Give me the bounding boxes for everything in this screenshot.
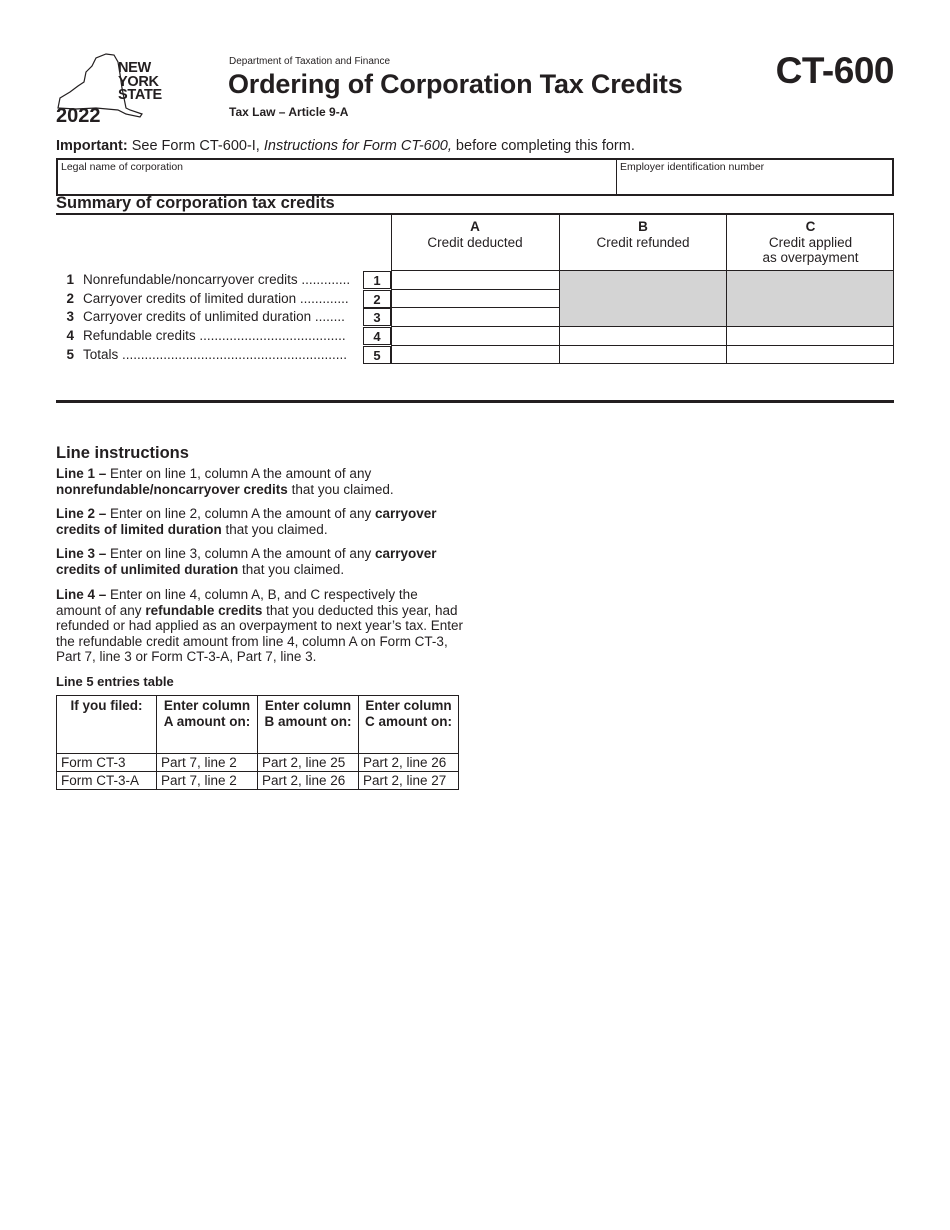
summary-row-3: [56, 308, 358, 326]
row-label: Nonrefundable/noncarryover credits .............: [83, 272, 351, 287]
section-divider: [56, 400, 894, 403]
row-label: Totals ............................................................: [83, 347, 348, 362]
line-box-3: 3: [363, 308, 391, 326]
row-number: 3: [66, 309, 74, 324]
important-text-1: See Form CT-600-I,: [127, 138, 264, 154]
table-row: [57, 754, 459, 772]
instruction-emphasis: carryover credits of limited duration: [56, 506, 437, 537]
department-name: Department of Taxation and Finance: [229, 56, 391, 67]
table-cell: Part 2, line 26: [359, 754, 459, 772]
instruction-lead: Line 1 –: [56, 466, 107, 481]
ein-label: Employer identification number: [620, 161, 765, 173]
legal-name-field[interactable]: [58, 160, 616, 194]
column-letter-a: A: [470, 219, 480, 234]
instruction-text: that you claimed.: [287, 481, 394, 497]
logo-text-york: YORK: [118, 73, 159, 90]
page-title: Ordering of Corporation Tax Credits: [228, 69, 683, 99]
important-text-2: before completing this form.: [451, 138, 635, 154]
instruction-emphasis: refundable credits: [145, 602, 263, 618]
instruction-lead: Line 3 –: [56, 546, 107, 561]
instruction-text: that you claimed.: [238, 561, 345, 577]
instruction-lead: Line 4 –: [56, 587, 107, 602]
table-cell: Part 2, line 26: [258, 772, 359, 790]
instruction-text: Enter on line 3, column A the amount of any: [106, 546, 375, 561]
column-letter-c: C: [805, 219, 816, 234]
summary-row-1: [56, 271, 358, 289]
table-cell: Part 2, line 25: [258, 754, 359, 772]
row-label: Carryover credits of unlimited duration ........: [83, 309, 345, 324]
line-5-column-a-input[interactable]: [392, 346, 559, 363]
row-number: 2: [66, 291, 74, 306]
tax-year: 2022: [56, 105, 101, 127]
instruction-text: Enter on line 2, column A the amount of any: [106, 506, 375, 521]
line-2-column-a-input[interactable]: [392, 290, 559, 307]
table-cell: Form CT-3: [57, 754, 157, 772]
line-1-column-a-input[interactable]: [392, 271, 559, 289]
table-cell: Form CT-3-A: [57, 772, 157, 790]
line-4-column-c-input[interactable]: [727, 327, 893, 345]
column-label-c-2: as overpayment: [762, 250, 859, 265]
instruction-emphasis: carryover credits of unlimited duration: [56, 546, 437, 577]
entries-header-column-a: Enter column A amount on:: [157, 696, 258, 754]
instruction-text: Enter on line 1, column A the amount of any: [106, 466, 372, 481]
column-label-a: Credit deducted: [427, 234, 523, 250]
entries-header-column-b: Enter column B amount on:: [258, 696, 359, 754]
line-box-5: 5: [363, 346, 391, 364]
logo-text-new: NEW: [118, 60, 151, 76]
legal-name-label: Legal name of corporation: [61, 161, 183, 173]
nys-logo: [56, 52, 176, 128]
line-4-column-b-input[interactable]: [560, 327, 726, 345]
line-3-instruction: [56, 546, 466, 577]
row-number: 4: [66, 328, 74, 343]
table-row: [57, 772, 459, 790]
important-italic: Instructions for Form CT-600,: [263, 138, 452, 154]
row-number: 5: [66, 347, 74, 362]
instruction-text: that you deducted this year, had refunded or had applied as an overpayment to next year’s tax. Enter the refundable credit amount from line 4, column A on Form CT-3, Part 7, line 3 or Form CT-3-A, Part 7, line 3.: [56, 602, 464, 664]
corporation-info-box: [56, 158, 894, 196]
table-cell: Part 2, line 27: [359, 772, 459, 790]
summary-row-5: [56, 346, 358, 364]
page-subtitle: Tax Law – Article 9-A: [229, 105, 349, 119]
line-5-column-c-input[interactable]: [727, 346, 893, 363]
table-cell: Part 7, line 2: [157, 772, 258, 790]
line-box-2: 2: [363, 290, 391, 308]
instruction-emphasis: nonrefundable/noncarryover credits: [56, 481, 288, 497]
line-5-table-heading: Line 5 entries table: [56, 674, 174, 689]
summary-heading: Summary of corporation tax credits: [56, 194, 335, 212]
form-number: CT-600: [775, 50, 894, 91]
column-header-b: [559, 215, 727, 270]
row-number: 1: [66, 272, 74, 287]
table-cell: Part 7, line 2: [157, 754, 258, 772]
line-instructions-heading: Line instructions: [56, 444, 189, 462]
instruction-text: Enter on line 4, column A, B, and C respectively the amount of any: [56, 587, 418, 618]
line-5-column-b-input[interactable]: [560, 346, 726, 363]
entries-header-filed: If you filed:: [57, 696, 157, 754]
logo-text-state: STATE: [118, 87, 162, 103]
entries-header-row: [57, 696, 459, 754]
row-label: Carryover credits of limited duration .............: [83, 291, 349, 306]
entries-header-column-c: Enter column C amount on:: [359, 696, 459, 754]
line-box-1: 1: [363, 271, 391, 289]
column-label-c-1: Credit applied: [768, 234, 853, 250]
ein-field[interactable]: [617, 160, 892, 194]
summary-row-2: [56, 290, 358, 308]
column-label-b: Credit refunded: [596, 234, 690, 250]
line-2-instruction: [56, 506, 466, 537]
instruction-text: that you claimed.: [221, 521, 328, 537]
line-4-column-a-input[interactable]: [392, 327, 559, 345]
column-header-a: [391, 215, 559, 270]
important-label: Important:: [56, 138, 128, 154]
important-note: [56, 138, 635, 154]
line-box-4: 4: [363, 327, 391, 345]
line-5-entries-table: [56, 695, 459, 790]
line-4-instruction: [56, 587, 466, 665]
line-1-instruction: [56, 466, 466, 497]
summary-row-4: [56, 327, 358, 345]
instruction-lead: Line 2 –: [56, 506, 107, 521]
line-3-column-a-input[interactable]: [392, 308, 559, 326]
column-letter-b: B: [638, 219, 648, 234]
column-header-c: [727, 215, 894, 270]
row-label: Refundable credits .......................................: [83, 328, 346, 343]
